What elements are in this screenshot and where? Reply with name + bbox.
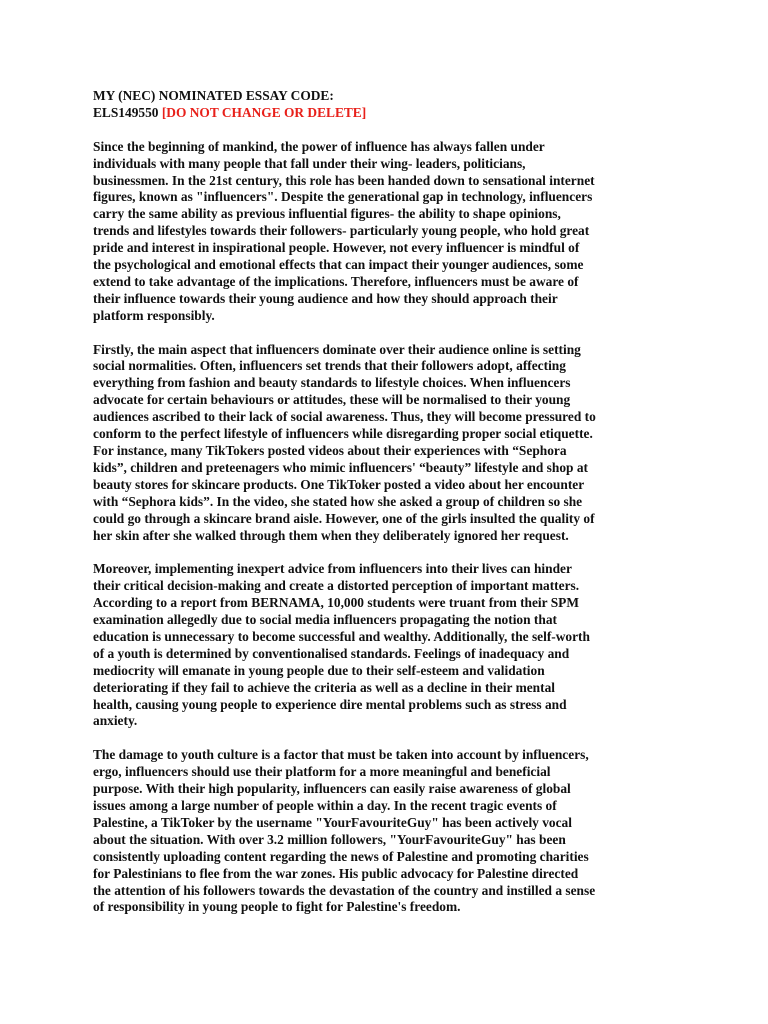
text-line: For instance, many TikTokers posted videos about their experiences with “Sephora: [93, 443, 567, 458]
text-line: health, causing young people to experience dire mental problems such as stress and: [93, 696, 567, 712]
text-line: examination allegedly due to social media influencers propagating the notion that: [93, 612, 557, 628]
text-line: her skin after she walked through them when they deliberately ignored her request.: [93, 527, 569, 543]
essay-code: ELS149550: [93, 104, 159, 120]
text-line: Since the beginning of mankind, the power of influence has always fallen under: [93, 138, 545, 154]
text-line: could go through a skincare brand aisle. However, one of the girls insulted the quality of: [93, 510, 595, 526]
text-line: advocate for certain behaviours or attitudes, these will be normalised to their young: [93, 392, 571, 408]
text-line: of a youth is determined by conventionalised standards. Feelings of inadequacy and: [93, 645, 570, 661]
text-line: anxiety.: [93, 713, 138, 729]
text-line: their critical decision-making and create a distorted perception of important matters.: [93, 578, 580, 594]
text-line: purpose. With their high popularity, influencers can easily raise awareness of global: [93, 781, 571, 797]
essay-code-heading: MY (NEC) NOMINATED ESSAY CODE:: [93, 88, 334, 103]
text-line: extend to take advantage of the implications. Therefore, influencers must be aware of: [93, 273, 579, 289]
text-line: for Palestinians to flee from the war zones. His public advocacy for Palestine directed: [93, 865, 579, 881]
paragraph-social-normalities: [93, 342, 675, 545]
text-line: trends and lifestyles towards their followers- particularly young people, who hold great: [93, 223, 590, 239]
text-line: everything from fashion and beauty standards to lifestyle choices. When influencers: [93, 375, 571, 391]
text-line: consistently uploading content regarding the news of Palestine and promoting charities: [93, 848, 589, 864]
text-line: mediocrity will emanate in young people due to their self-esteem and validation: [93, 662, 545, 678]
text-line: carry the same ability as previous influential figures- the ability to shape opinions,: [93, 206, 561, 222]
paragraph-youth-culture: [93, 747, 675, 916]
text-line: of responsibility in young people to fight for Palestine's freedom.: [93, 899, 461, 915]
text-line: audiences ascribed to their lack of social awareness. Thus, they will become pressured to: [93, 409, 596, 425]
text-line: figures, known as "influencers". Despite the generational gap in technology, influencers: [93, 189, 593, 205]
text-line: beauty stores for skincare products. One TikToker posted a video about her encounter: [93, 476, 585, 492]
text-line: kids”, children and preteenagers who mimic influencers' “beauty” lifestyle and shop at: [93, 459, 588, 475]
text-line: The damage to youth culture is a factor that must be taken into account by influencers,: [93, 747, 589, 763]
text-line: their influence towards their young audience and how they should approach their: [93, 290, 558, 306]
text-line: individuals with many people that fall under their wing- leaders, politicians,: [93, 155, 526, 171]
text-line: the attention of his followers towards the devastation of the country and instilled a sense: [93, 882, 596, 898]
text-line: with “Sephora kids”. In the video, she stated how she asked a group of children so she: [93, 493, 583, 509]
text-line: pride and interest in inspirational people. However, not every influencer is mindful of: [93, 240, 580, 256]
text-line: issues among a large number of people within a day. In the recent tragic events of: [93, 798, 557, 813]
text-line: According to a report from BERNAMA, 10,000 students were truant from their SPM: [93, 595, 579, 611]
text-line: deteriorating if they fail to achieve the criteria as well as a decline in their mental: [93, 679, 555, 695]
paragraph-intro: [93, 139, 675, 325]
do-not-change-warning: [DO NOT CHANGE OR DELETE]: [161, 104, 367, 120]
text-line: conform to the perfect lifestyle of influencers while disregarding proper social etiquette.: [93, 426, 593, 442]
text-line: ergo, influencers should use their platform for a more meaningful and beneficial: [93, 764, 551, 780]
text-line: the psychological and emotional effects that can impact their younger audiences, some: [93, 257, 584, 273]
essay-document: [93, 88, 675, 916]
text-line: education is unnecessary to become successful and wealthy. Additionally, the self-worth: [93, 628, 590, 644]
text-line: businessmen. In the 21st century, this role has been handed down to sensational internet: [93, 172, 595, 188]
text-line: Firstly, the main aspect that influencers dominate over their audience online is setting: [93, 341, 581, 357]
text-line: about the situation. With over 3.2 million followers, "YourFavouriteGuy" has been: [93, 831, 566, 847]
text-line: platform responsibly.: [93, 307, 215, 323]
text-line: Moreover, implementing inexpert advice from influencers into their lives can hinder: [93, 561, 572, 577]
text-line: Palestine, a TikToker by the username "YourFavouriteGuy" has been actively vocal: [93, 814, 572, 830]
paragraph-inexpert-advice: [93, 561, 675, 730]
text-line: social normalities. Often, influencers set trends that their followers adopt, affecting: [93, 358, 566, 374]
essay-code-line: [93, 105, 675, 122]
